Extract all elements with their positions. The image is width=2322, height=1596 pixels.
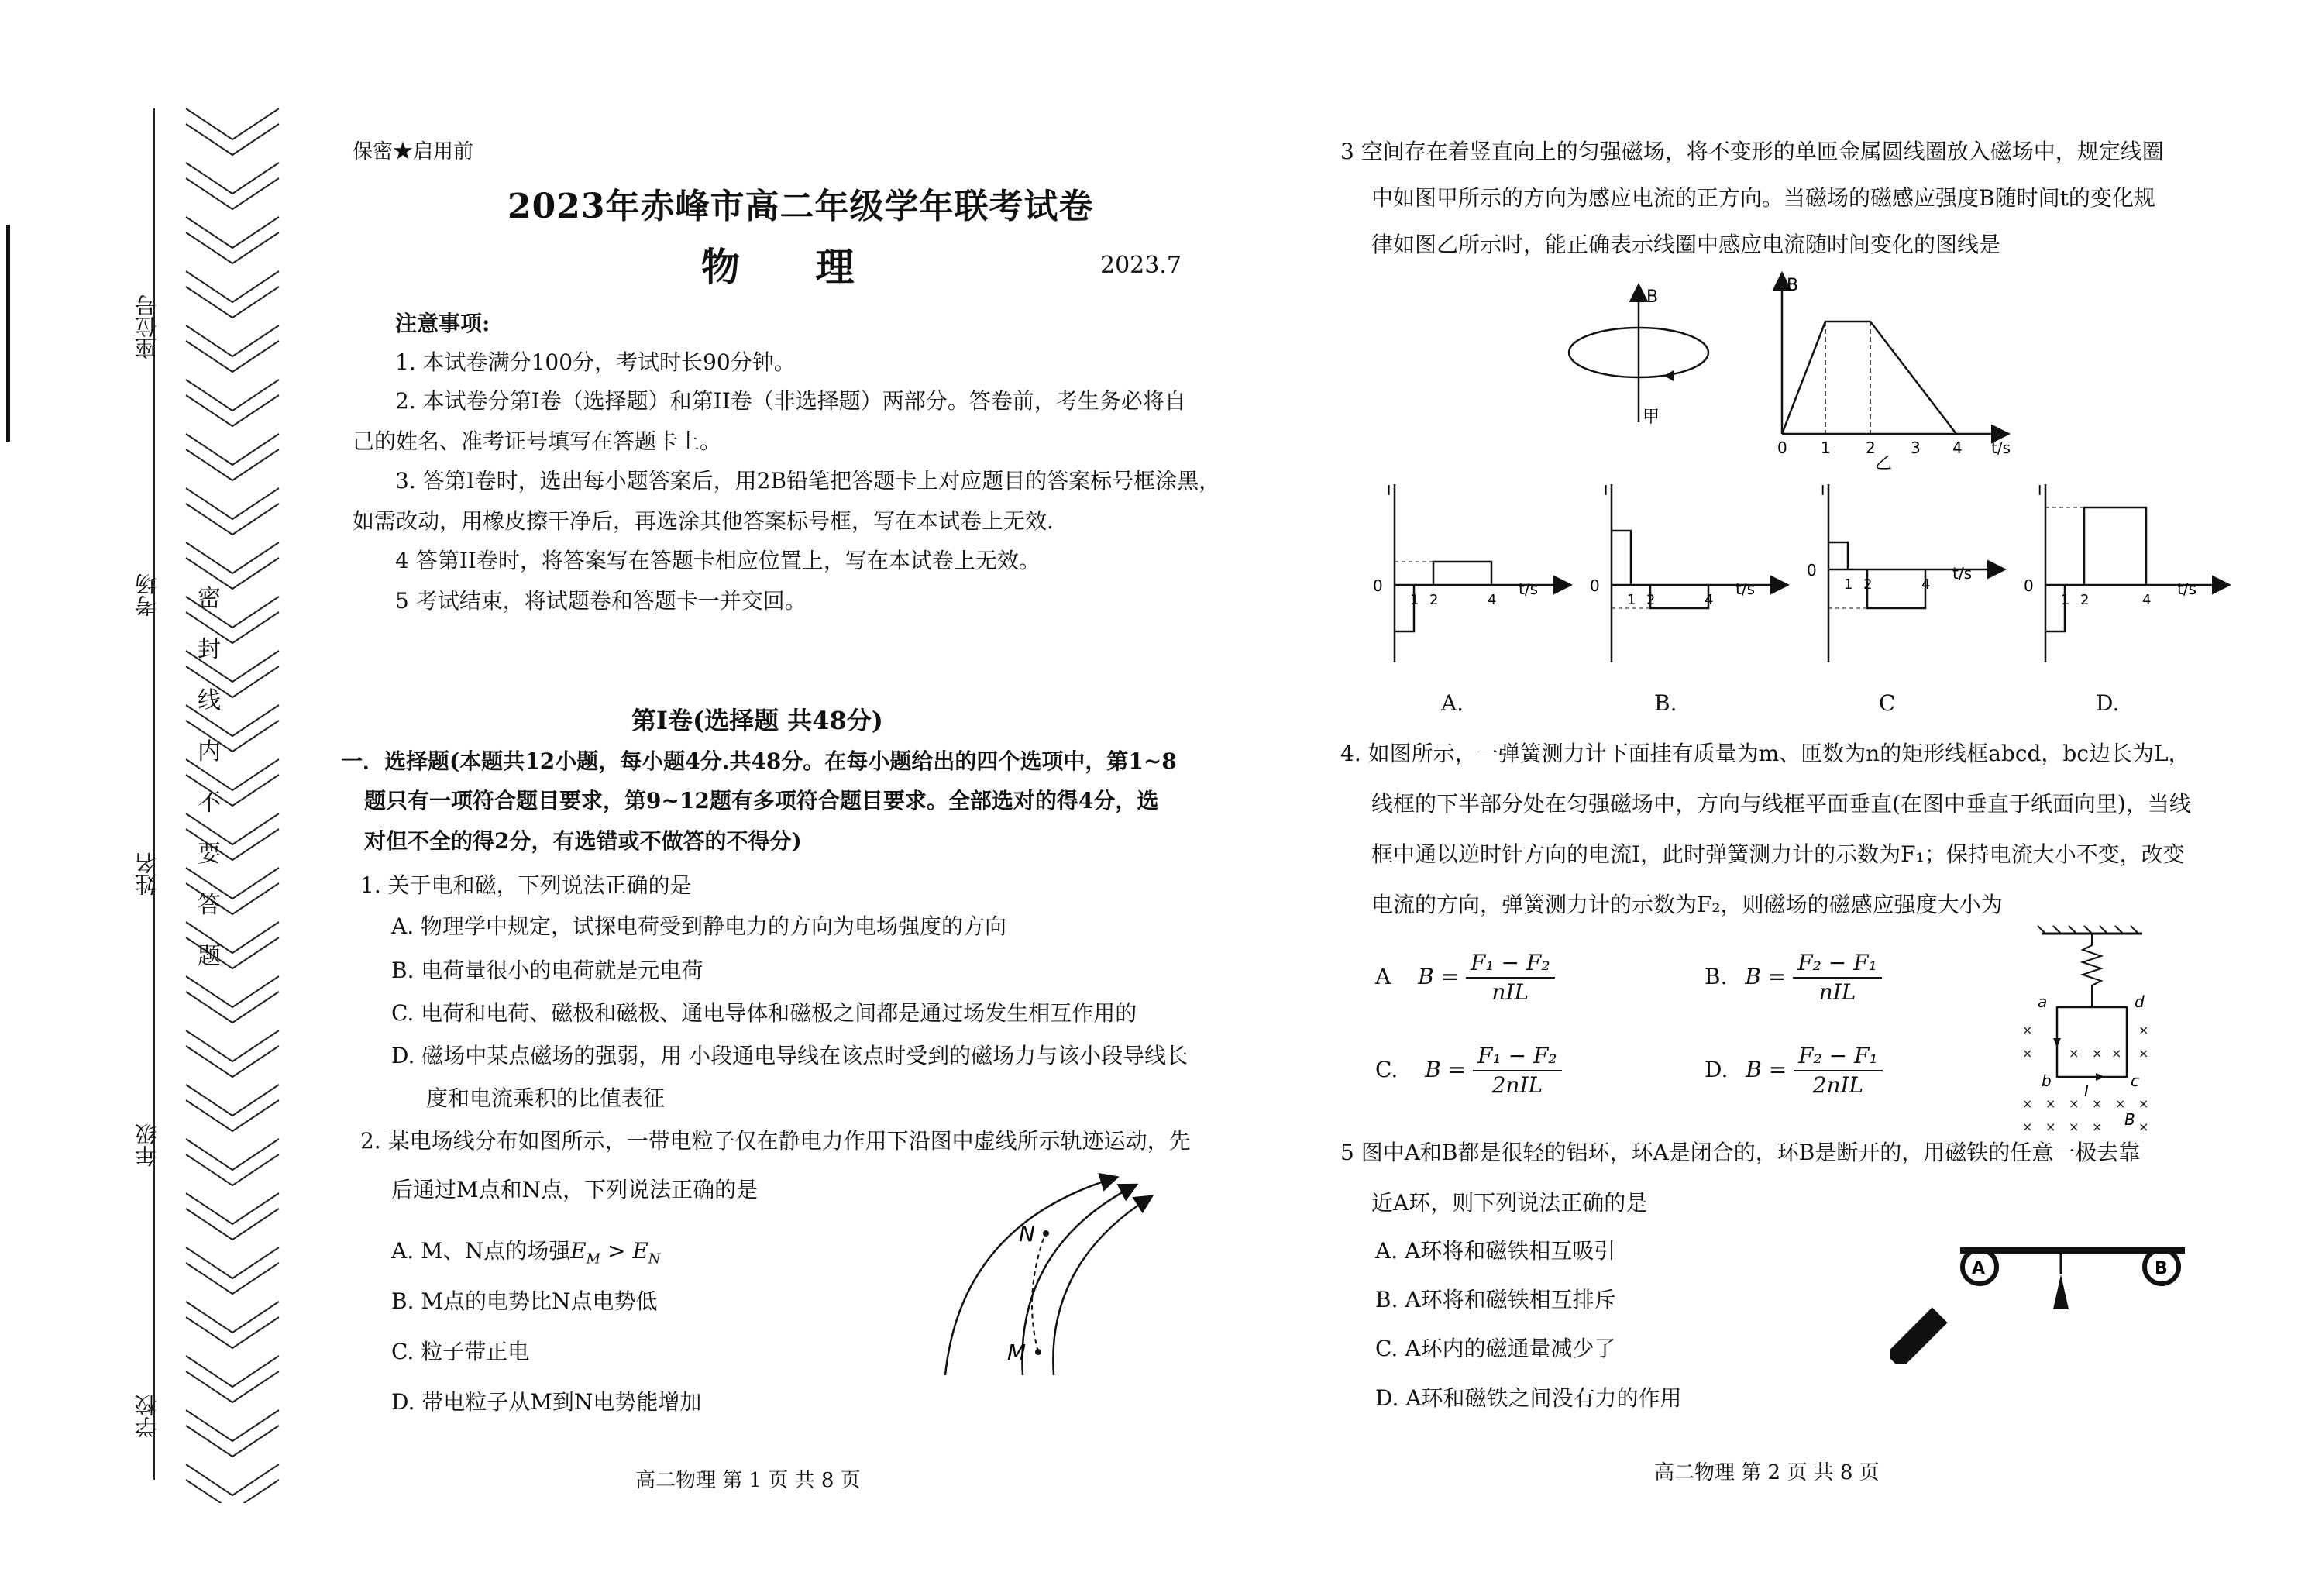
q3-graph-c <box>1797 476 2022 670</box>
q4-spring-frame-figure <box>1999 922 2177 1135</box>
q1-option-d: D. 磁场中某点磁场的强弱，用 小段通电导线在该点时受到的磁场力与该小段导线长 <box>391 1043 1189 1068</box>
q4-c-num: F₁ − F₂ <box>1473 1042 1562 1071</box>
q3-line: 律如图乙所示时，能正确表示线圈中感应电流随时间变化的图线是 <box>1371 232 2001 257</box>
svg-text:×: × <box>2138 1023 2149 1037</box>
ring-a-label: A <box>1972 1259 1986 1278</box>
graph-tick: 0 <box>2024 576 2034 595</box>
q3-opt-d: D. <box>2096 690 2120 716</box>
q4-line: 线框的下半部分处在匀强磁场中，方向与线框平面垂直(在图中垂直于纸面向里)，当线 <box>1371 791 2191 817</box>
seal-chevron <box>186 1410 279 1441</box>
graph-ts: t/s <box>1735 580 1755 598</box>
frame-b-field: B <box>2124 1110 2135 1129</box>
fig-yi-tick: 3 <box>1911 439 1921 457</box>
seal-char: 密 <box>198 585 221 612</box>
seal-char: 封 <box>198 636 221 663</box>
q2-en-sub: N <box>648 1250 661 1268</box>
q3-graph-d <box>2014 476 2247 670</box>
point-n <box>1043 1230 1049 1237</box>
seal-chevron <box>186 1356 279 1387</box>
graph-tick: 0 <box>1590 576 1600 595</box>
section-instr: 一．选择题(本题共12小题，每小题4分.共48分。在每小题给出的四个选项中，第1~8 <box>341 748 1177 774</box>
graph-tick: 0 <box>1807 561 1817 580</box>
fig-yi-label: 乙 <box>1875 454 1893 473</box>
graph-tick: 1 <box>1627 592 1636 608</box>
note-line: 4 答第II卷时，将答案写在答题卡相应位置上，写在本试卷上无效。 <box>395 548 1041 573</box>
q2-gt-en: > E <box>600 1238 648 1264</box>
seal-chevron <box>186 1464 279 1495</box>
q1-option-d-cont: 度和电流乘积的比值表征 <box>426 1085 666 1111</box>
graph-tick: 4 <box>1705 592 1714 608</box>
svg-text:×: × <box>2092 1096 2103 1111</box>
graph-ts: t/s <box>1519 580 1538 598</box>
seal-char: 线 <box>198 687 221 714</box>
graph-tick: 1 <box>1844 576 1853 593</box>
graph-tick: 2 <box>1429 592 1439 608</box>
seal-chevron <box>186 1139 279 1170</box>
q4-option-a <box>1375 949 1555 1007</box>
q4-b-num: F₂ − F₁ <box>1793 949 1882 979</box>
q2-option-a <box>391 1237 661 1268</box>
q5-rings-figure <box>1890 1232 2200 1364</box>
note-line: 1. 本试卷满分100分，考试时长90分钟。 <box>395 349 796 375</box>
exam-date: 2023.7 <box>1100 252 1182 279</box>
graph-tick: 2 <box>1863 576 1873 593</box>
q4-d-num: F₂ − F₁ <box>1794 1042 1883 1071</box>
seal-chevron <box>186 108 279 139</box>
svg-text:×: × <box>2069 1096 2079 1111</box>
q2-field-figure <box>930 1162 1162 1395</box>
ring-b-label: B <box>2155 1259 2168 1278</box>
fig-yi-ts: t/s <box>1991 439 2011 457</box>
seal-char: 要 <box>198 841 221 868</box>
graph-ts: t/s <box>2177 580 2196 598</box>
q4-a-label: A <box>1375 963 1391 989</box>
q2-option-d: D. 带电粒子从M到N电势能增加 <box>391 1389 702 1415</box>
q2-option-a-text: A. M、N点的场强 <box>391 1238 571 1264</box>
seal-char: 内 <box>198 738 221 765</box>
q4-b-label: B. <box>1705 963 1728 989</box>
q4-b-beq: B = <box>1745 963 1787 989</box>
q1-stem: 1. 关于电和磁，下列说法正确的是 <box>360 872 692 898</box>
footer-right: 高二物理 第 2 页 共 8 页 <box>1654 1461 1880 1484</box>
section-instr: 对但不全的得2分，有选错或不做答的不得分) <box>364 828 802 854</box>
seal-char: 题 <box>198 943 221 970</box>
graph-i: I <box>2038 483 2042 499</box>
seal-chevron <box>186 380 279 411</box>
frame-d: d <box>2135 992 2145 1011</box>
seal-char: 答 <box>198 892 221 919</box>
svg-text:×: × <box>2138 1046 2149 1061</box>
exam-title: 2023年赤峰市高二年级学年联考试卷 <box>507 187 1094 226</box>
seal-text <box>194 573 225 982</box>
svg-text:×: × <box>2069 1120 2079 1134</box>
q2-option-c: C. 粒子带正电 <box>391 1339 530 1364</box>
q4-a-den: nIL <box>1491 979 1529 1006</box>
fig-jia-b: B <box>1646 287 1659 307</box>
svg-text:×: × <box>2045 1096 2056 1111</box>
q4-option-d <box>1705 1042 1883 1100</box>
seal-chevron <box>186 1480 279 1503</box>
note-line: 5 考试结束，将试题卷和答题卡一并交回。 <box>395 588 807 614</box>
svg-text:×: × <box>2092 1120 2103 1134</box>
q5-option-d: D. A环和磁铁之间没有力的作用 <box>1375 1385 1682 1411</box>
seal-chevron <box>186 434 279 465</box>
q4-d-den: 2nIL <box>1812 1072 1864 1099</box>
point-m <box>1035 1349 1041 1355</box>
q2-stem: 2. 某电场线分布如图所示，一带电粒子仅在静电力作用下沿图中虚线所示轨迹运动，先 <box>360 1128 1191 1154</box>
q5-option-c: C. A环内的磁通量减少了 <box>1375 1336 1616 1361</box>
fig-yi-tick: 1 <box>1821 439 1831 457</box>
svg-text:×: × <box>2138 1096 2149 1111</box>
q4-option-c <box>1375 1042 1562 1100</box>
q5-option-b: B. A环将和磁铁相互排斥 <box>1375 1287 1616 1312</box>
note-line: 己的姓名、准考证号填写在答题卡上。 <box>353 428 722 454</box>
q2-option-b: B. M点的电势比N点电势低 <box>391 1288 658 1314</box>
seal-chevron <box>186 1085 279 1116</box>
frame-a: a <box>2038 992 2048 1011</box>
seal-chevron <box>186 542 279 573</box>
q3-graph-a <box>1364 476 1588 670</box>
label-m: M <box>1007 1340 1027 1365</box>
fig-yi-b: B <box>1787 276 1799 295</box>
magnet <box>1890 1307 1948 1364</box>
field-line <box>945 1178 1116 1375</box>
q2-em: E <box>570 1238 587 1264</box>
seal-chevron <box>186 488 279 519</box>
q3-fig-yi <box>1759 267 2022 476</box>
q1-option-a: A. 物理学中规定，试探电荷受到静电力的方向为电场强度的方向 <box>391 913 1007 939</box>
frame-i: I <box>2084 1082 2089 1100</box>
q4-a-beq: B = <box>1418 963 1460 989</box>
q4-b-den: nIL <box>1818 979 1856 1006</box>
label-room: 考场 <box>134 573 160 617</box>
q4-d-label: D. <box>1705 1056 1729 1082</box>
subject-title: 物 理 <box>701 244 886 290</box>
fig-yi-tick: 4 <box>1952 439 1963 457</box>
note-line: 如需改动，用橡皮擦干净后，再选涂其他答案标号框，写在本试卷上无效. <box>353 508 1054 534</box>
graph-ts: t/s <box>1952 564 1972 583</box>
svg-text:×: × <box>2022 1023 2033 1037</box>
seal-chevron <box>186 163 279 194</box>
q1-option-c: C. 电荷和电荷、磁极和磁极、通电导体和磁极之间都是通过场发生相互作用的 <box>391 1000 1137 1026</box>
q2-stem-cont: 后通过M点和N点，下列说法正确的是 <box>391 1177 759 1202</box>
q4-c-beq: B = <box>1425 1056 1467 1082</box>
q2-em-sub: M <box>586 1250 601 1268</box>
graph-tick: 0 <box>1373 576 1383 595</box>
q5-option-a: A. A环将和磁铁相互吸引 <box>1375 1238 1616 1264</box>
q3-line: 3 空间存在着竖直向上的匀强磁场，将不变形的单匝金属圆线圈放入磁场中，规定线圈 <box>1340 139 2164 164</box>
field-line <box>1053 1197 1151 1375</box>
seal-chevron <box>186 1247 279 1278</box>
graph-tick: 4 <box>2142 592 2152 608</box>
note-line: 3. 答第I卷时，选出每小题答案后，用2B铅笔把答题卡上对应题目的答案标号框涂黑， <box>395 468 1221 494</box>
seal-char: 不 <box>198 789 221 817</box>
q3-opt-a: A. <box>1441 690 1464 716</box>
field-line <box>1022 1185 1135 1375</box>
label-grade: 年级 <box>134 1123 160 1167</box>
graph-tick: 2 <box>1646 592 1656 608</box>
secret-label: 保密★启用前 <box>353 140 474 163</box>
svg-text:×: × <box>2111 1046 2122 1061</box>
svg-text:×: × <box>2069 1046 2079 1061</box>
q3-fig-jia <box>1557 279 1712 434</box>
svg-text:×: × <box>2115 1096 2126 1111</box>
q5-line: 近A环，则下列说法正确的是 <box>1371 1190 1648 1216</box>
seal-chevron <box>186 271 279 302</box>
svg-text:×: × <box>2022 1046 2033 1061</box>
seal-chevron <box>186 1030 279 1061</box>
q3-opt-b: B. <box>1654 690 1677 716</box>
q4-line: 电流的方向，弹簧测力计的示数为F₂，则磁场的磁感应强度大小为 <box>1371 892 2003 917</box>
seal-chevron <box>186 217 279 248</box>
svg-text:×: × <box>2045 1120 2056 1134</box>
q3-line: 中如图甲所示的方向为感应电流的正方向。当磁场的磁感应强度B随时间t的变化规 <box>1371 185 2155 211</box>
seal-chevron <box>186 1302 279 1333</box>
q5-line: 5 图中A和B都是很轻的铝环，环A是闭合的，环B是断开的，用磁铁的任意一极去靠 <box>1340 1140 2141 1165</box>
q3-opt-c: C <box>1879 690 1896 716</box>
q4-line: 4. 如图所示，一弹簧测力计下面挂有质量为m、匝数为n的矩形线框abcd，bc边长为L， <box>1340 741 2190 766</box>
binding-edge-line <box>6 225 10 442</box>
seal-chevron <box>186 325 279 356</box>
q1-option-b: B. 电荷量很小的电荷就是元电荷 <box>391 958 703 983</box>
q4-d-beq: B = <box>1746 1056 1787 1082</box>
fig-yi-tick: 2 <box>1866 439 1876 457</box>
q4-c-den: 2nIL <box>1491 1072 1543 1099</box>
fig-jia-label: 甲 <box>1643 408 1660 427</box>
footer-left: 高二物理 第 1 页 共 8 页 <box>635 1469 861 1492</box>
section-title: 第I卷(选择题 共48分) <box>631 706 883 735</box>
q4-c-label: C. <box>1375 1056 1398 1082</box>
seal-chevron <box>186 1193 279 1224</box>
section-instr: 题只有一项符合题目要求，第9~12题有多项符合题目要求。全部选对的得4分，选 <box>364 788 1159 813</box>
graph-tick: 1 <box>1410 592 1419 608</box>
binding-strip <box>0 0 294 1596</box>
svg-text:×: × <box>2022 1096 2033 1111</box>
graph-i: I <box>1821 483 1825 499</box>
graph-tick: 1 <box>2061 592 2070 608</box>
notes-title: 注意事项: <box>395 311 490 336</box>
graph-tick: 4 <box>1921 576 1931 593</box>
frame-b: b <box>2042 1071 2052 1090</box>
q4-a-num: F₁ − F₂ <box>1466 949 1555 979</box>
fig-yi-tick: 0 <box>1777 439 1787 457</box>
graph-tick: 2 <box>2080 592 2090 608</box>
svg-text:×: × <box>2022 1120 2033 1134</box>
label-seat: 座位号 <box>134 294 160 359</box>
graph-i: I <box>1387 483 1391 499</box>
note-line: 2. 本试卷分第I卷（选择题）和第II卷（非选择题）两部分。答卷前，考生务必将自 <box>395 388 1186 414</box>
graph-tick: 4 <box>1488 592 1497 608</box>
graph-i: I <box>1604 483 1608 499</box>
svg-text:×: × <box>2092 1046 2103 1061</box>
q3-graph-b <box>1581 476 1805 670</box>
label-name: 姓名 <box>134 852 160 896</box>
svg-text:×: × <box>2138 1120 2149 1134</box>
frame-c: c <box>2131 1071 2139 1090</box>
q4-line: 框中通以逆时针方向的电流I，此时弹簧测力计的示数为F₁；保持电流大小不变，改变 <box>1371 841 2185 867</box>
label-school: 学校 <box>134 1395 160 1438</box>
label-n: N <box>1019 1221 1035 1247</box>
q4-option-b <box>1705 949 1882 1007</box>
